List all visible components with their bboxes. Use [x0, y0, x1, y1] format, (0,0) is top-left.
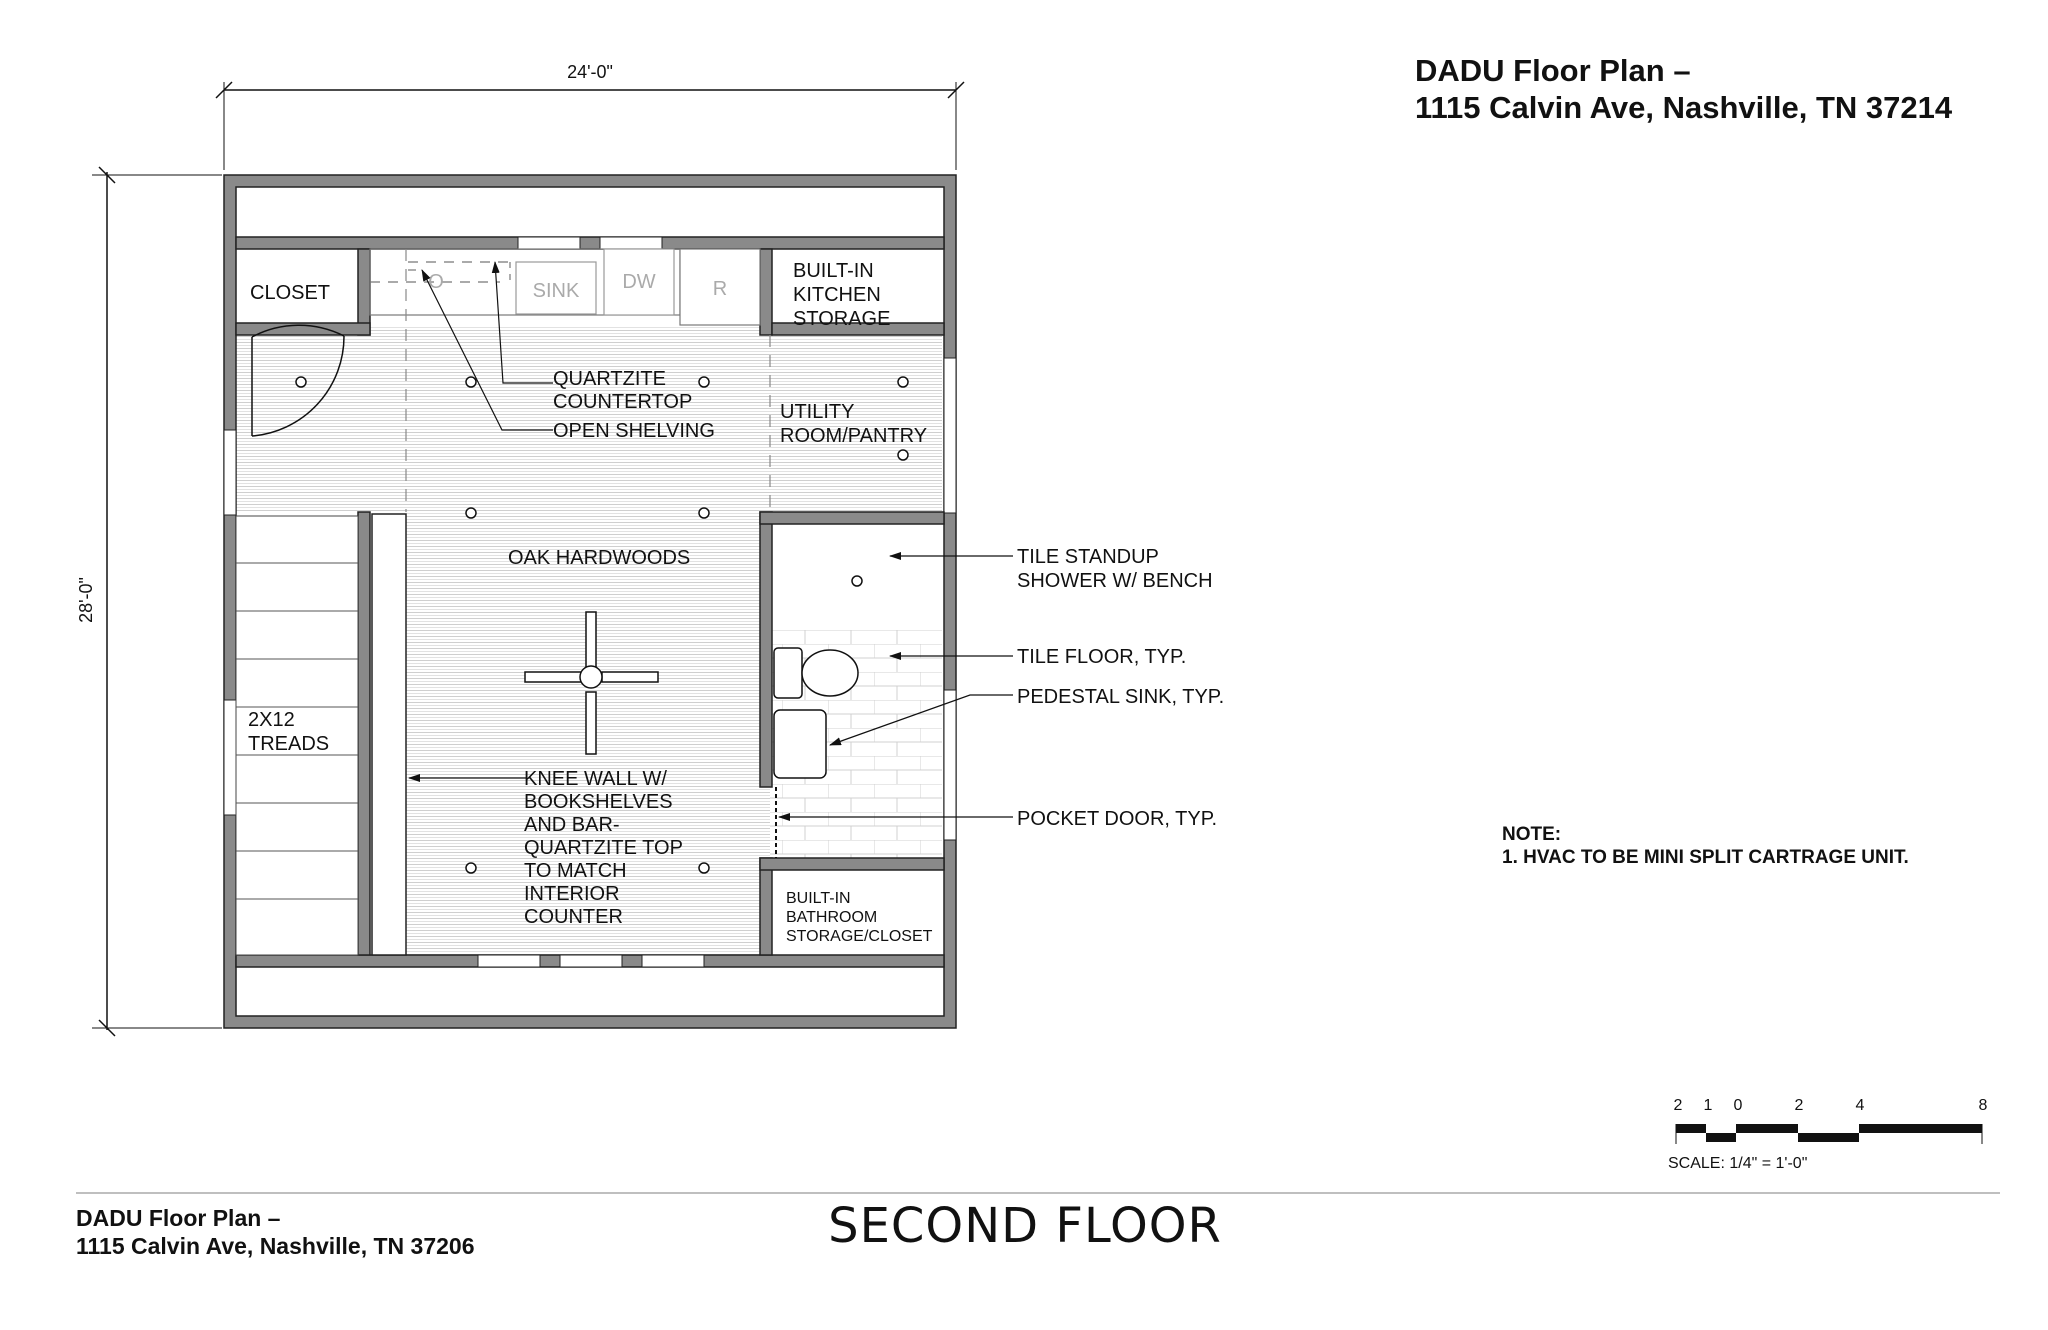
dishwasher-label: DW — [622, 271, 656, 293]
scale-tick-2b: 2 — [1794, 1097, 1804, 1114]
scale-tick-8: 8 — [1978, 1097, 1988, 1114]
knee-wall-callout-1: KNEE WALL W/ — [524, 768, 667, 790]
sheet-title-block-top — [1415, 52, 1952, 126]
note-heading: NOTE: — [1502, 824, 1562, 845]
treads-label-2: TREADS — [248, 733, 330, 755]
toilet — [774, 648, 858, 698]
knee-wall — [372, 514, 406, 955]
kitchen-storage-label-1: BUILT-IN — [793, 260, 874, 282]
dimension-depth-label: 28'-0" — [76, 577, 96, 623]
shelving-callout: OPEN SHELVING — [553, 420, 715, 442]
utility-label-1: UTILITY — [780, 401, 855, 423]
scale-tick-4: 4 — [1855, 1097, 1865, 1114]
shower-callout-1: TILE STANDUP — [1017, 546, 1159, 568]
countertop-callout-1: QUARTZITE — [553, 368, 666, 390]
bath-storage-label-1: BUILT-IN — [786, 890, 851, 907]
pocket-door-callout: POCKET DOOR, TYP. — [1017, 808, 1218, 830]
hardwood-floor — [236, 325, 770, 512]
dimension-depth — [76, 167, 222, 1036]
knee-wall-callout-6: INTERIOR — [524, 883, 620, 905]
sink — [516, 262, 596, 314]
tile-floor-callout: TILE FLOOR, TYP. — [1017, 646, 1187, 668]
knee-wall-callout-7: COUNTER — [524, 906, 623, 928]
pedestal-sink — [774, 710, 826, 778]
refrigerator — [680, 249, 760, 325]
treads-label-1: 2X12 — [248, 709, 295, 731]
title-top-line-1: DADU Floor Plan – — [1415, 53, 1691, 88]
knee-wall-callout-4: QUARTZITE TOP — [524, 837, 683, 859]
scale-tick-2a: 2 — [1673, 1097, 1683, 1114]
shower-callout-2: SHOWER W/ BENCH — [1017, 570, 1213, 592]
sink-label: SINK — [532, 280, 580, 302]
note-item-1: 1. HVAC TO BE MINI SPLIT CARTRAGE UNIT. — [1502, 847, 1909, 868]
dishwasher — [604, 249, 674, 315]
countertop-callout-2: COUNTERTOP — [553, 391, 693, 413]
sheet-title-block-bottom — [76, 1204, 474, 1260]
kitchen-storage-label-3: STORAGE — [793, 308, 891, 330]
closet-label: CLOSET — [250, 282, 331, 304]
knee-wall-callout-3: AND BAR- — [524, 814, 620, 836]
knee-wall-callout-2: BOOKSHELVES — [524, 791, 673, 813]
refrigerator-label: R — [712, 278, 728, 300]
pedestal-sink-callout: PEDESTAL SINK, TYP. — [1017, 686, 1225, 708]
bath-storage-label-2: BATHROOM — [786, 909, 878, 926]
kitchen-storage-label-2: KITCHEN — [793, 284, 881, 306]
graphic-scale — [1668, 1097, 1988, 1172]
general-note — [1502, 823, 1909, 869]
dimension-width-label: 24'-0" — [567, 62, 613, 82]
dimension-width — [216, 62, 964, 170]
title-bottom-line-1: DADU Floor Plan – — [76, 1205, 281, 1231]
scale-label: SCALE: 1/4" = 1'-0" — [1668, 1155, 1808, 1172]
sheet-title: SECOND FLOOR — [828, 1198, 1222, 1254]
bath-storage-label-3: STORAGE/CLOSET — [786, 928, 933, 945]
title-bottom-line-2: 1115 Calvin Ave, Nashville, TN 37206 — [76, 1233, 475, 1259]
scale-tick-0: 0 — [1733, 1097, 1743, 1114]
utility-label-2: ROOM/PANTRY — [780, 425, 928, 447]
title-top-line-2: 1115 Calvin Ave, Nashville, TN 37214 — [1415, 90, 1953, 125]
oak-label: OAK HARDWOODS — [508, 547, 691, 569]
knee-wall-callout-5: TO MATCH — [524, 860, 627, 882]
scale-tick-1: 1 — [1703, 1097, 1713, 1114]
range-label: O — [428, 271, 444, 293]
